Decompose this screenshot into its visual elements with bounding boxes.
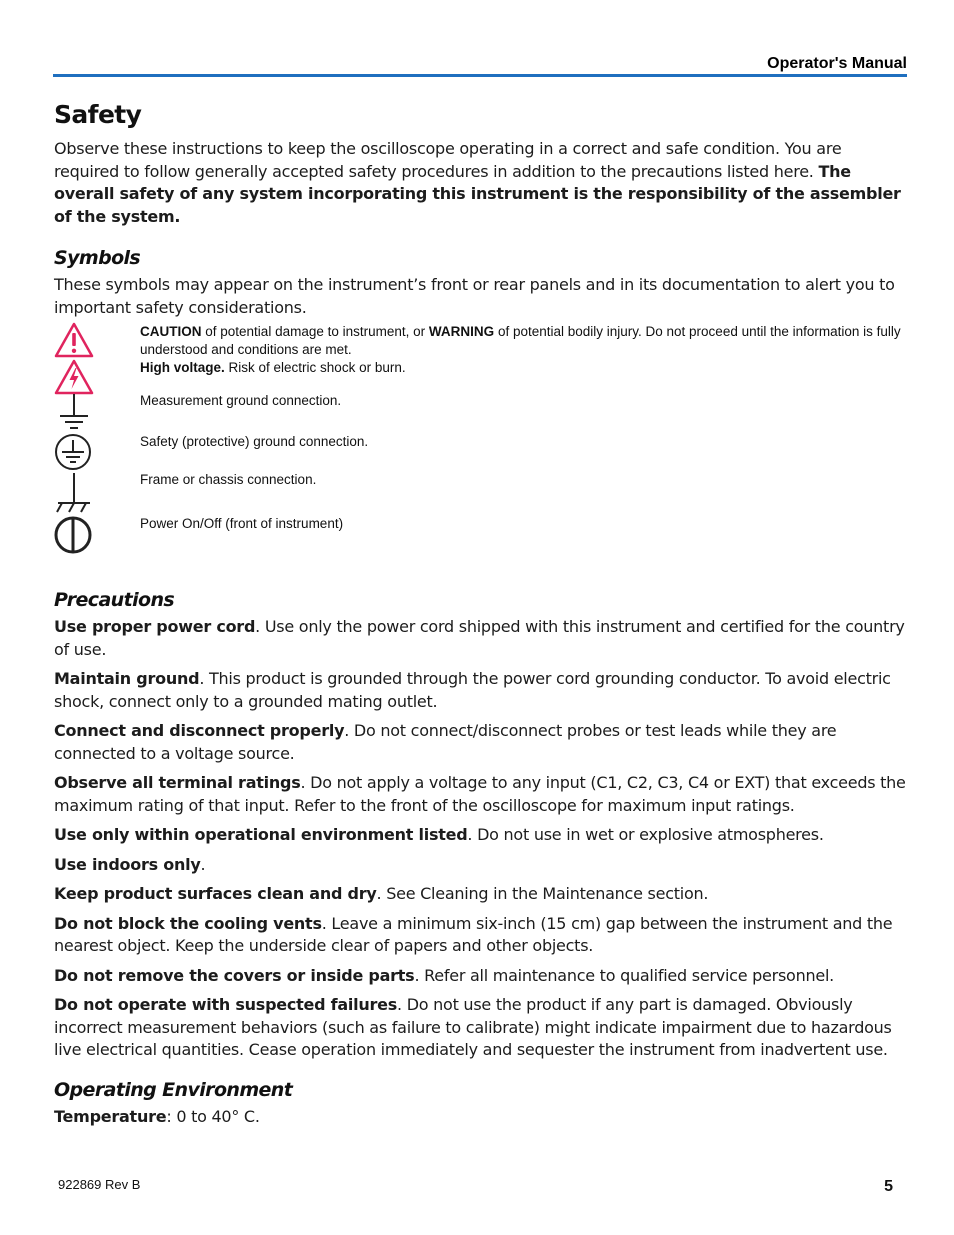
precaution-text: . See Cleaning in the Maintenance section. bbox=[376, 884, 709, 903]
chassis-ground-icon bbox=[54, 473, 94, 515]
precaution-title: Use indoors only bbox=[54, 854, 201, 874]
precaution-item bbox=[54, 994, 907, 1062]
high-voltage-icon bbox=[54, 359, 94, 395]
precaution-item bbox=[54, 913, 907, 958]
precaution-text: . Refer all maintenance to qualified service personnel. bbox=[414, 965, 834, 985]
precaution-text: . bbox=[200, 854, 206, 874]
chassis-ground-description: Frame or chassis connection. bbox=[140, 472, 317, 487]
precaution-text: . Do not apply a voltage to any input (C1, C2, C3, C4 or EXT) that exceeds the maximum rating of that input. Refer to the front of the oscilloscope for maximum input ratings. bbox=[54, 773, 906, 815]
precaution-title: Do not operate with suspected failures bbox=[54, 995, 398, 1014]
precaution-title: Use proper power cord bbox=[54, 617, 256, 636]
precaution-title: Do not block the cooling vents bbox=[54, 913, 322, 933]
symbols-intro: These symbols may appear on the instrument’s front or rear panels and in its documentation to alert you to important safety considerations. bbox=[54, 275, 895, 317]
precaution-title: Observe all terminal ratings bbox=[54, 773, 301, 792]
precaution-text: . This product is grounded through the power cord grounding conductor. To avoid electric shock, connect only to a grounded mating outlet. bbox=[54, 669, 891, 711]
symbols-list bbox=[54, 320, 907, 578]
precaution-title: Keep product surfaces clean and dry bbox=[54, 884, 377, 903]
caution-term: CAUTION bbox=[140, 324, 202, 339]
caution-triangle-icon bbox=[54, 322, 94, 358]
temperature-label: Temperature bbox=[54, 1106, 167, 1126]
measurement-ground-icon bbox=[54, 394, 94, 432]
precautions-heading: Precautions bbox=[54, 589, 175, 611]
header-rule bbox=[53, 74, 907, 77]
warning-text: of potential bodily injury. Do not proceed until the information is fully understood and conditions are met. bbox=[140, 324, 901, 357]
high-voltage-description bbox=[140, 359, 910, 377]
precaution-text: . Leave a minimum six-inch (15 cm) gap between the instrument and the nearest object. Keep the underside clear of papers and other objects. bbox=[54, 913, 893, 955]
precaution-text: . Do not use in wet or explosive atmospheres. bbox=[467, 825, 824, 844]
precaution-title: Use only within operational environment listed bbox=[54, 825, 468, 844]
precaution-title: Maintain ground bbox=[54, 669, 200, 688]
precaution-text: . Do not connect/disconnect probes or test leads while they are connected to a voltage source. bbox=[54, 721, 837, 763]
precaution-item bbox=[54, 965, 907, 988]
symbols-heading: Symbols bbox=[54, 247, 141, 269]
document-number: 922869 Rev B bbox=[58, 1177, 141, 1192]
precaution-item bbox=[54, 824, 907, 847]
page-number: 5 bbox=[884, 1178, 893, 1195]
temperature-value: : 0 to 40° C. bbox=[166, 1106, 260, 1126]
environment-heading: Operating Environment bbox=[54, 1078, 293, 1101]
power-icon bbox=[54, 516, 94, 556]
high-voltage-term: High voltage. bbox=[140, 360, 225, 375]
safety-intro bbox=[54, 138, 907, 228]
protective-ground-description: Safety (protective) ground connection. bbox=[140, 434, 369, 449]
precaution-item bbox=[54, 616, 907, 661]
precaution-title: Connect and disconnect properly bbox=[54, 721, 345, 740]
precaution-item bbox=[54, 668, 907, 713]
safety-intro-text: Observe these instructions to keep the oscilloscope operating in a correct and safe condition. You are required to follow generally accepted safety procedures in addition to the precautions listed here. bbox=[54, 139, 842, 181]
protective-ground-icon bbox=[54, 433, 94, 471]
header-title: Operator's Manual bbox=[767, 55, 907, 72]
precaution-text: . Do not use the product if any part is damaged. Obviously incorrect measurement behaviors (such as failure to calibrate) might indicate impairment due to hazardous live electrical quantities. Cease operation immediately and sequester the instrument from inadvertent use. bbox=[54, 995, 892, 1059]
caution-description bbox=[140, 323, 910, 359]
page-content bbox=[54, 98, 907, 1128]
precaution-title: Do not remove the covers or inside parts bbox=[54, 965, 415, 985]
measurement-ground-description: Measurement ground connection. bbox=[140, 393, 342, 408]
precaution-item bbox=[54, 883, 907, 906]
precaution-item bbox=[54, 720, 907, 765]
power-description: Power On/Off (front of instrument) bbox=[140, 516, 344, 531]
safety-heading: Safety bbox=[54, 100, 142, 129]
warning-term: WARNING bbox=[428, 324, 495, 339]
temperature-line bbox=[54, 1106, 907, 1129]
high-voltage-text: Risk of electric shock or burn. bbox=[228, 360, 406, 375]
precaution-text: . Use only the power cord shipped with this instrument and certified for the country of use. bbox=[54, 617, 905, 659]
caution-text: of potential damage to instrument, or bbox=[205, 324, 426, 339]
precaution-item bbox=[54, 772, 907, 817]
precaution-item bbox=[54, 854, 907, 877]
safety-intro-bold: The overall safety of any system incorporating this instrument is the responsibility of the assembler of the system. bbox=[54, 161, 901, 226]
